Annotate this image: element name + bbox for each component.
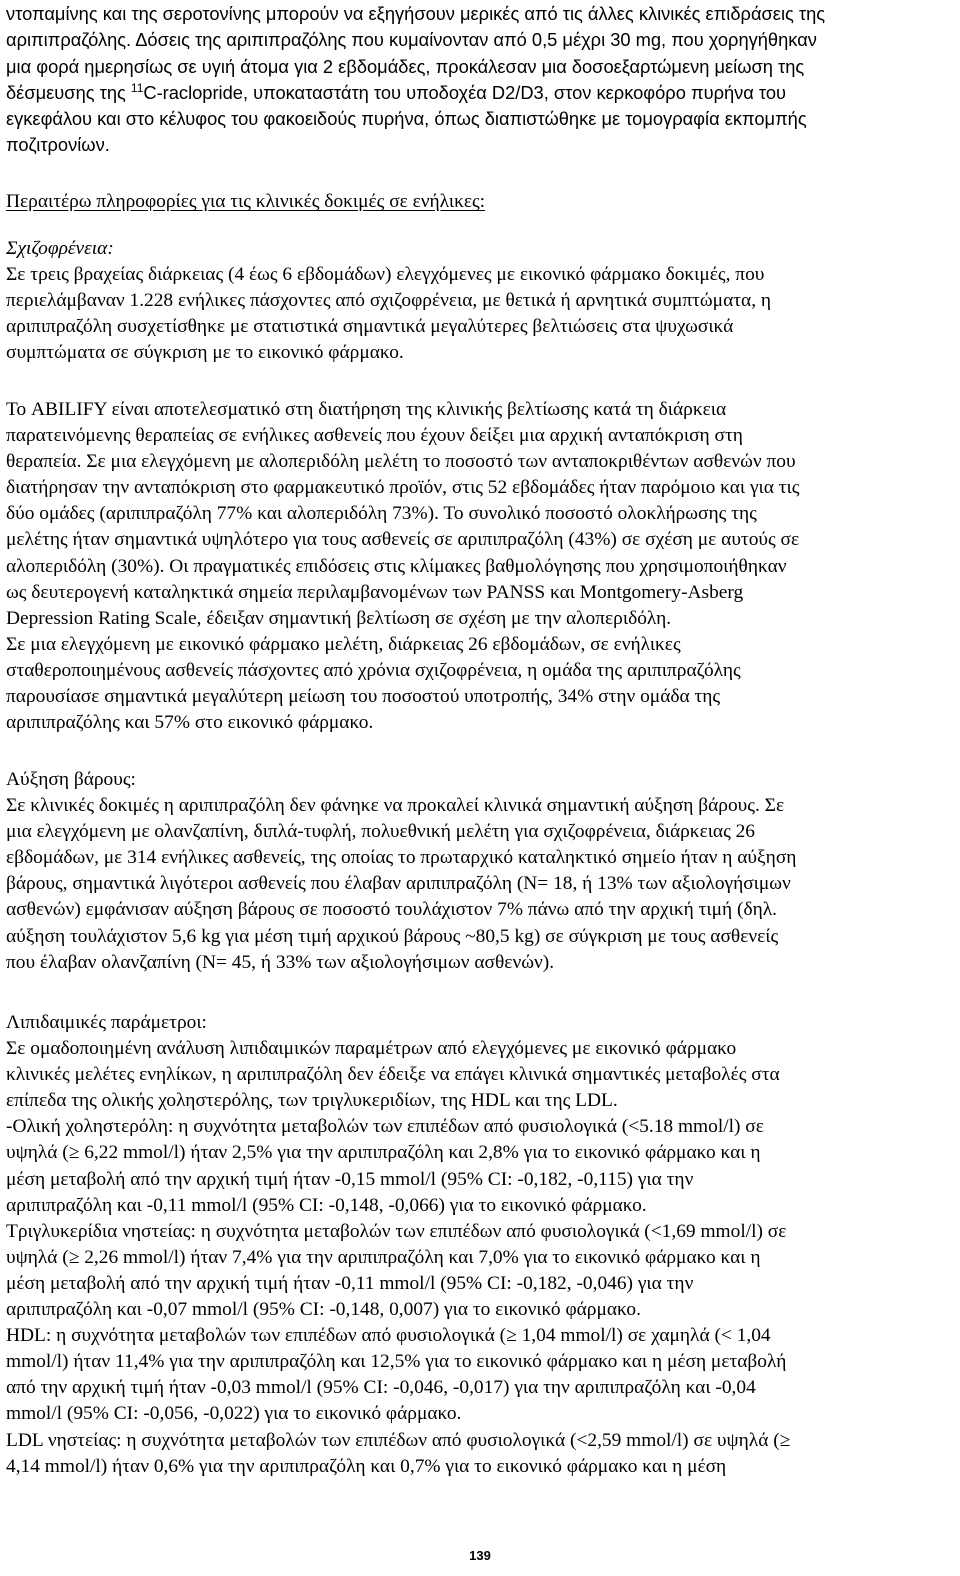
text-fragment: C-raclopride, υποκαταστάτη του υποδοχέα D2/D3, στον κερκοφόρο πυρήνα του xyxy=(143,81,787,103)
text-line: που έλαβαν ολανζαπίνη (N= 45, ή 33% των αξιολογήσιμων ασθενών). xyxy=(6,951,555,973)
text-line: αύξηση τουλάχιστον 5,6 kg για μέση τιμή αρχικού βάρους ~80,5 kg) σε σύγκριση με τους ασθενείς xyxy=(6,925,779,947)
text-line: περιελάμβαναν 1.228 ενήλικες πάσχοντες από σχιζοφρένεια, με θετικά ή αρνητικά συμπτώματα, η xyxy=(6,290,772,312)
text-line xyxy=(6,80,956,106)
text-line: ντοπαμίνης και της σεροτονίνης μπορούν να εξηγήσουν μερικές από τις άλλες κλινικές επιδράσεις της xyxy=(6,3,826,24)
text-line: από την αρχική τιμή ήταν -0,03 mmol/l (95% CI: -0,046, -0,017) για την αριπιπραζόλη και -0,04 xyxy=(6,1377,756,1399)
text-line: mmol/l (95% CI: -0,056, -0,022) για το εικονικό φάρμακο. xyxy=(6,1403,462,1425)
text-line: κλινικές μελέτες ενηλίκων, η αριπιπραζόλη δεν έδειξε να επάγει κλινικά σημαντικές μεταβολές στα xyxy=(6,1064,780,1086)
text-line: υψηλά (≥ 6,22 mmol/l) ήταν 2,5% για την αριπιπραζόλη και 2,8% για το εικονικό φάρμακο και η xyxy=(6,1142,761,1164)
text-line: -Ολική χοληστερόλη: η συχνότητα μεταβολών των επιπέδων από φυσιολογικά (<5.18 mmol/l) σε xyxy=(6,1116,764,1138)
text-line: μέση μεταβολή από την αρχική τιμή ήταν -0,15 mmol/l (95% CI: -0,182, -0,115) για την xyxy=(6,1168,694,1190)
text-line: μελέτης ήταν σημαντικά υψηλότερο για τους ασθενείς σε αριπιπραζόλη (43%) σε σχέση με αυτούς σε xyxy=(6,529,800,551)
text-line: Τριγλυκερίδια νηστείας: η συχνότητα μεταβολών των επιπέδων από φυσιολογικά (<1,69 mmol/l) σε xyxy=(6,1220,787,1242)
lipid-heading: Λιπιδαιμικές παράμετροι: xyxy=(6,1012,207,1033)
text-line: αριπιπραζόλης και 57% στο εικονικό φάρμακο. xyxy=(6,712,374,734)
text-line: ασθενών) εμφάνισαν αύξηση βάρους σε ποσοστό τουλάχιστον 7% πάνω από την αρχική τιμή (δηλ. xyxy=(6,899,778,921)
text-line: ποζιτρονίων. xyxy=(6,134,110,156)
text-fragment: δέσμευσης της xyxy=(6,81,131,103)
schizophrenia-section xyxy=(6,236,956,366)
text-line: αλοπεριδόλη (30%). Οι πραγματικές επιδόσεις στις κλίμακες βαθμολόγησης που χρησιμοποιήθηκαν xyxy=(6,555,787,577)
text-line: υψηλά (≥ 2,26 mmol/l) ήταν 7,4% για την αριπιπραζόλη και 7,0% για το εικονικό φάρμακο και η xyxy=(6,1246,761,1268)
text-line: αριπιπραζόλη συσχετίσθηκε με στατιστικά σημαντικά μεγαλύτερες βελτιώσεις στα ψυχωσικά xyxy=(6,316,734,338)
text-line: μια ελεγχόμενη με ολανζαπίνη, διπλά-τυφλή, πολυεθνική μελέτη για σχιζοφρένεια, διάρκειας 26 xyxy=(6,821,755,843)
text-line: Σε μια ελεγχόμενη με εικονικό φάρμακο μελέτη, διάρκειας 26 εβδομάδων, σε ενήλικες xyxy=(6,633,681,655)
text-line: μέση μεταβολή από την αρχική τιμή ήταν -0,11 mmol/l (95% CI: -0,182, -0,046) για την xyxy=(6,1272,694,1294)
text-line: ως δευτερογενή καταληκτικά σημεία περιλαμβανομένων των PANSS και Montgomery-Asberg xyxy=(6,581,744,603)
text-line: βάρους, σημαντικά λιγότεροι ασθενείς που έλαβαν αριπιπραζόλη (N= 18, ή 13% των αξιολογήσιμων xyxy=(6,873,791,895)
text-line: Σε κλινικές δοκιμές η αριπιπραζόλη δεν φάνηκε να προκαλεί κλινικά σημαντική αύξηση βάρους. Σε xyxy=(6,795,785,817)
text-line: μια φορά ημερησίως σε υγιή άτομα για 2 εβδομάδες, προκάλεσαν μια δοσοεξαρτώμενη μείωση της xyxy=(6,55,805,77)
text-line: 4,14 mmol/l) ήταν 0,6% για την αριπιπραζόλη και 0,7% για το εικονικό φάρμακο και η μέση xyxy=(6,1455,727,1477)
text-line: διατήρησαν την ανταπόκριση στο φαρμακευτικό προϊόν, στις 52 εβδομάδες ήταν παρόμοιο και για τις xyxy=(6,477,800,499)
text-line: παρατεινόμενης θεραπείας σε ενήλικες ασθενείς που έχουν δείξει μια αρχική ανταπόκριση στη xyxy=(6,425,743,447)
isotope-superscript: 11 xyxy=(130,80,144,95)
weight-gain-heading: Αύξηση βάρους: xyxy=(6,769,136,790)
abilify-paragraph xyxy=(6,397,956,736)
page-number: 139 xyxy=(469,1548,491,1563)
text-line: αριπιπραζόλη και -0,07 mmol/l (95% CI: -0,148, 0,007) για το εικονικό φάρμακο. xyxy=(6,1299,641,1321)
text-line: εβδομάδων, με 314 ενήλικες ασθενείς, της οποίας το πρωταρχικό καταληκτικό σημείο ήταν η αύξηση xyxy=(6,847,797,869)
text-line: αριπιπραζόλη και -0,11 mmol/l (95% CI: -0,148, -0,066) για το εικονικό φάρμακο. xyxy=(6,1194,647,1216)
text-line: παρουσίασε σημαντικά μεγαλύτερη μείωση του ποσοστού υποτροπής, 34% στην ομάδα της xyxy=(6,686,721,708)
text-line: Το ABILIFY είναι αποτελεσματικό στη διατήρηση της κλινικής βελτίωσης κατά τη διάρκεια xyxy=(6,399,727,420)
text-line: Depression Rating Scale, έδειξαν σημαντική βελτίωση σε σχέση με την αλοπεριδόλη. xyxy=(6,607,672,629)
text-line: HDL: η συχνότητα μεταβολών των επιπέδων από φυσιολογικά (≥ 1,04 mmol/l) σε χαμηλά (< 1,04 xyxy=(6,1325,771,1347)
text-line: σταθεροποιημένους ασθενείς πάσχοντες από χρόνια σχιζοφρένεια, η ομάδα της αριπιπραζόλης xyxy=(6,659,741,681)
pharmacodynamics-paragraph xyxy=(6,1,956,159)
text-line: LDL νηστείας: η συχνότητα μεταβολών των επιπέδων από φυσιολογικά (<2,59 mmol/l) σε υψηλά (≥ xyxy=(6,1429,791,1451)
lipid-section xyxy=(6,1010,956,1480)
schizophrenia-heading: Σχιζοφρένεια: xyxy=(6,238,114,259)
text-line: δύο ομάδες (αριπιπραζόλη 77% και αλοπεριδόλη 73%). Το συνολικό ποσοστό ολοκλήρωσης της xyxy=(6,503,757,525)
text-line: αριπιπραζόλης. Δόσεις της αριπιπραζόλης που κυμαίνονταν από 0,5 μέχρι 30 mg, που χορηγήθηκαν xyxy=(6,29,817,51)
text-line: εγκεφάλου και στο κέλυφος του φακοειδούς πυρήνα, όπως διαπιστώθηκε με τομογραφία εκπομπής xyxy=(6,108,807,130)
heading-text: Περαιτέρω πληροφορίες για τις κλινικές δοκιμές σε ενήλικες: xyxy=(6,191,486,212)
text-line: θεραπεία. Σε μια ελεγχόμενη με αλοπεριδόλη μελέτη το ποσοστό των ανταποκριθέντων ασθενών που xyxy=(6,451,796,473)
text-line: συμπτώματα σε σύγκριση με το εικονικό φάρμακο. xyxy=(6,342,404,364)
text-line: mmol/l) ήταν 11,4% για την αριπιπραζόλη και 12,5% για το εικονικό φάρμακο και η μέση μεταβολή xyxy=(6,1351,787,1373)
text-line: επίπεδα της ολικής χοληστερόλης, των τριγλυκεριδίων, της HDL και της LDL. xyxy=(6,1090,618,1112)
further-info-heading xyxy=(6,189,956,215)
weight-gain-section xyxy=(6,767,956,976)
text-line: Σε τρεις βραχείας διάρκειας (4 έως 6 εβδομάδων) ελεγχόμενες με εικονικό φάρμακο δοκιμές, που xyxy=(6,264,765,286)
text-line: Σε ομαδοποιημένη ανάλυση λιπιδαιμικών παραμέτρων από ελεγχόμενες με εικονικό φάρμακο xyxy=(6,1038,737,1060)
